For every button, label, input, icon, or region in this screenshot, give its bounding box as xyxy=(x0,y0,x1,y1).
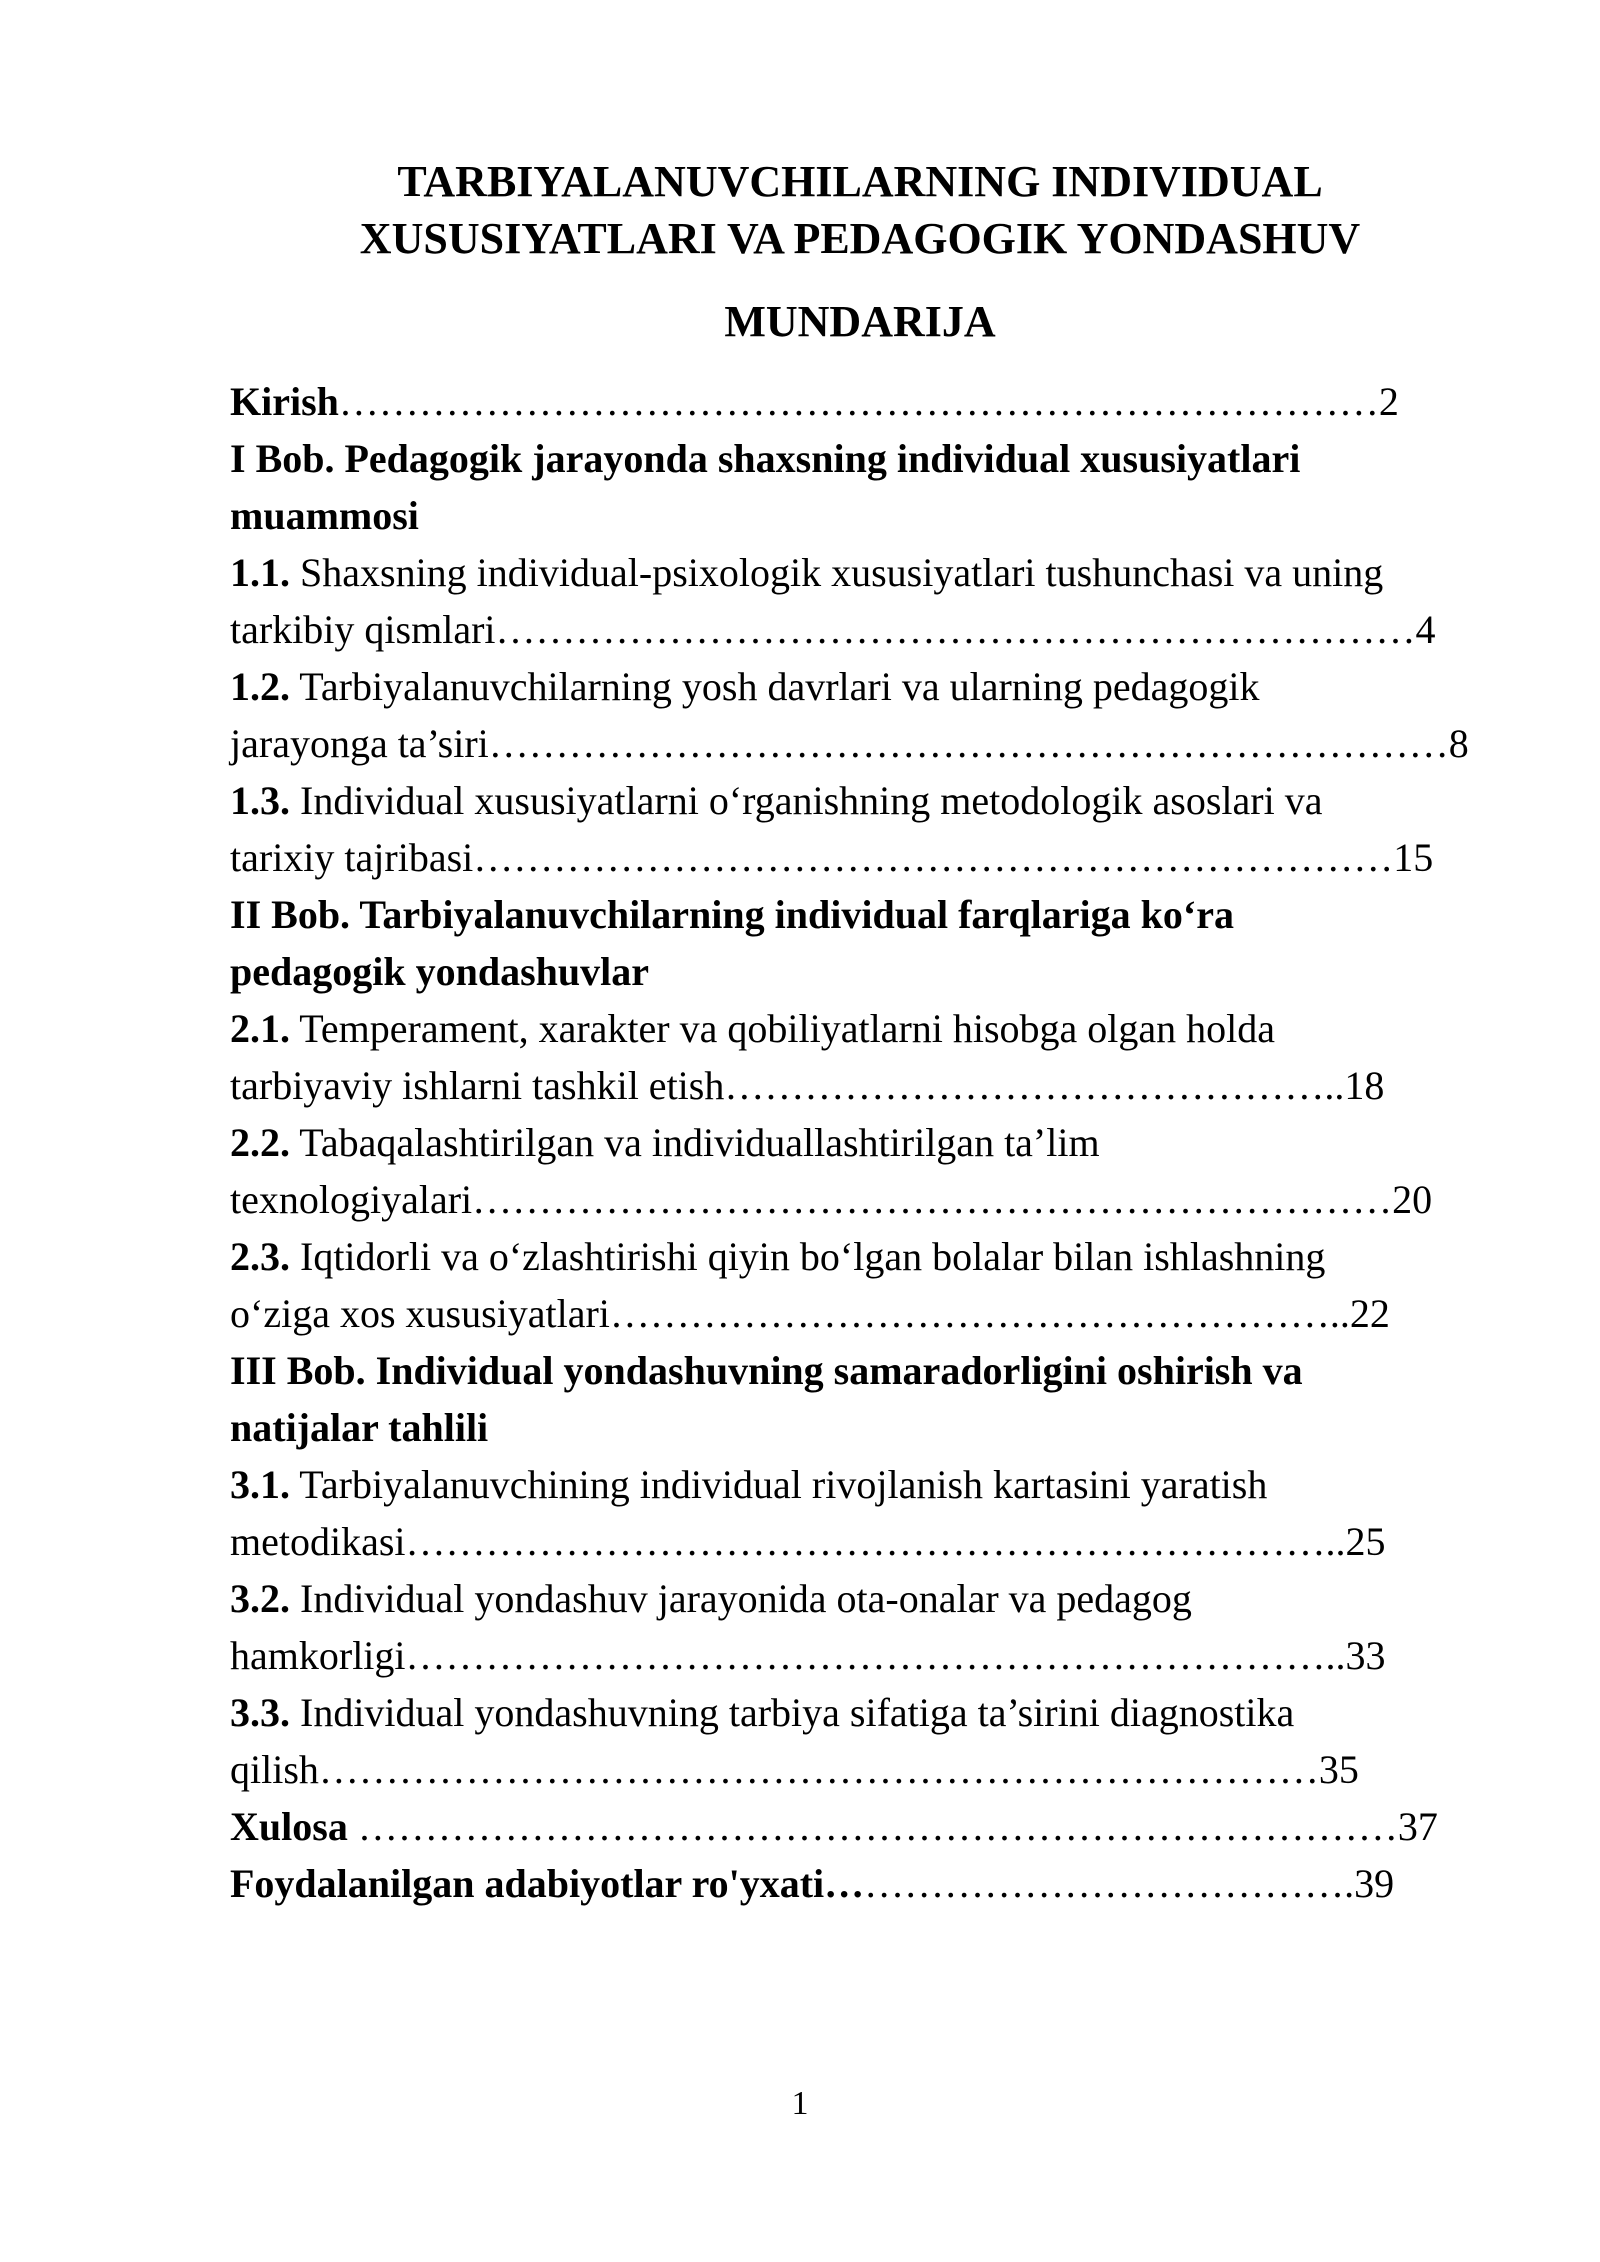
toc-entry-leader-page: metodikasi……………………………………………………………..25 xyxy=(230,1519,1386,1564)
toc-heading: MUNDARIJA xyxy=(724,297,996,346)
toc-entry-text: Iqtidorli va o‘zlashtirishi qiyin bo‘lgan bolalar bilan ishlashning xyxy=(290,1234,1326,1279)
toc-entry-number: 1.3. xyxy=(230,778,290,823)
toc-chapter-title: pedagogik yondashuvlar xyxy=(230,949,650,994)
toc-entry-leader-page: ……………………………….39 xyxy=(864,1861,1395,1906)
toc-entry-text: Individual yondashuv jarayonida ota-onalar va pedagog xyxy=(290,1576,1192,1621)
toc-entry-number: 3.1. xyxy=(230,1462,290,1507)
table-of-contents xyxy=(230,373,1530,1912)
toc-chapter-1[interactable] xyxy=(230,430,1530,487)
toc-entry-leader-page: tarixiy tajribasi……………………………………………………………15 xyxy=(230,835,1434,880)
toc-entry-2-1[interactable] xyxy=(230,1000,1530,1057)
toc-entry-2-3-cont xyxy=(230,1285,1530,1342)
toc-entry-3-1-cont xyxy=(230,1513,1530,1570)
toc-entry-1-1-cont xyxy=(230,601,1530,658)
toc-entry-3-3-cont xyxy=(230,1741,1530,1798)
toc-entry-number: 2.2. xyxy=(230,1120,290,1165)
toc-chapter-title: natijalar tahlili xyxy=(230,1405,489,1450)
toc-chapter-title: II Bob. Tarbiyalanuvchilarning individual farqlariga ko‘ra xyxy=(230,892,1234,937)
toc-entry-number: 1.1. xyxy=(230,550,290,595)
toc-entry-text: Temperament, xarakter va qobiliyatlarni hisobga olgan holda xyxy=(290,1006,1276,1051)
toc-entry-number: 2.1. xyxy=(230,1006,290,1051)
toc-entry-leader-page: tarkibiy qismlari……………………………………………………………4 xyxy=(230,607,1436,652)
toc-entry-2-3[interactable] xyxy=(230,1228,1530,1285)
toc-entry-text: Tarbiyalanuvchining individual rivojlanish kartasini yaratish xyxy=(290,1462,1268,1507)
toc-entry-leader-page: texnologiyalari……………………………………………………………20 xyxy=(230,1177,1433,1222)
toc-chapter-2-cont xyxy=(230,943,1530,1000)
toc-entry-1-3-cont xyxy=(230,829,1530,886)
toc-chapter-3-cont xyxy=(230,1399,1530,1456)
toc-entry-3-2-cont xyxy=(230,1627,1530,1684)
toc-entry-text: Individual yondashuvning tarbiya sifatiga ta’sirini diagnostika xyxy=(290,1690,1295,1735)
toc-entry-leader-page: o‘ziga xos xususiyatlari………………………………………………..22 xyxy=(230,1291,1390,1336)
document-title xyxy=(200,153,1520,267)
toc-entry-leader-page: hamkorligi……………………………………………………………..33 xyxy=(230,1633,1386,1678)
toc-entry-label: Kirish xyxy=(230,379,339,424)
toc-entry-leader-page: jarayonga ta’siri………………………………………………………………8 xyxy=(230,721,1469,766)
toc-entry-text: Shaxsning individual-psixologik xususiyatlari tushunchasi va uning xyxy=(290,550,1384,595)
toc-entry-1-1[interactable] xyxy=(230,544,1530,601)
document-title-line-1: TARBIYALANUVCHILARNING INDIVIDUAL xyxy=(397,157,1323,206)
toc-chapter-title: I Bob. Pedagogik jarayonda shaxsning individual xususiyatlari xyxy=(230,436,1301,481)
toc-entry-leader-page: tarbiyaviy ishlarni tashkil etish………………………………………..18 xyxy=(230,1063,1385,1108)
toc-entry-label: Foydalanilgan adabiyotlar ro'yxati… xyxy=(230,1861,865,1906)
toc-chapter-3[interactable] xyxy=(230,1342,1530,1399)
toc-chapter-2[interactable] xyxy=(230,886,1530,943)
toc-entry-references[interactable] xyxy=(230,1855,1530,1912)
toc-chapter-title: muammosi xyxy=(230,493,419,538)
toc-entry-1-2-cont xyxy=(230,715,1530,772)
page-number: 1 xyxy=(791,2085,809,2122)
toc-entry-2-1-cont xyxy=(230,1057,1530,1114)
document-title-line-2: XUSUSIYATLARI VA PEDAGOGIK YONDASHUV xyxy=(359,214,1361,263)
toc-entry-number: 3.2. xyxy=(230,1576,290,1621)
toc-entry-text: Tarbiyalanuvchilarning yosh davrlari va ularning pedagogik xyxy=(290,664,1260,709)
toc-chapter-1-cont xyxy=(230,487,1530,544)
toc-entry-1-2[interactable] xyxy=(230,658,1530,715)
toc-chapter-title: III Bob. Individual yondashuvning samaradorligini oshirish va xyxy=(230,1348,1303,1393)
toc-entry-leader-page: ……………………………………………………………………37 xyxy=(347,1804,1438,1849)
toc-entry-intro[interactable] xyxy=(230,373,1530,430)
toc-entry-label: Xulosa xyxy=(230,1804,348,1849)
toc-entry-leader-page: qilish…………………………………………………………………35 xyxy=(230,1747,1359,1792)
toc-entry-number: 1.2. xyxy=(230,664,290,709)
toc-entry-text: Tabaqalashtirilgan va individuallashtirilgan ta’lim xyxy=(290,1120,1100,1165)
toc-entry-leader-page: ……………………………………………………………………2 xyxy=(338,379,1399,424)
toc-entry-text: Individual xususiyatlarni o‘rganishning metodologik asoslari va xyxy=(290,778,1323,823)
toc-entry-conclusion[interactable] xyxy=(230,1798,1530,1855)
toc-entry-2-2[interactable] xyxy=(230,1114,1530,1171)
toc-entry-1-3[interactable] xyxy=(230,772,1530,829)
toc-entry-3-2[interactable] xyxy=(230,1570,1530,1627)
toc-entry-3-3[interactable] xyxy=(230,1684,1530,1741)
toc-entry-3-1[interactable] xyxy=(230,1456,1530,1513)
toc-entry-2-2-cont xyxy=(230,1171,1530,1228)
toc-entry-number: 3.3. xyxy=(230,1690,290,1735)
toc-entry-number: 2.3. xyxy=(230,1234,290,1279)
